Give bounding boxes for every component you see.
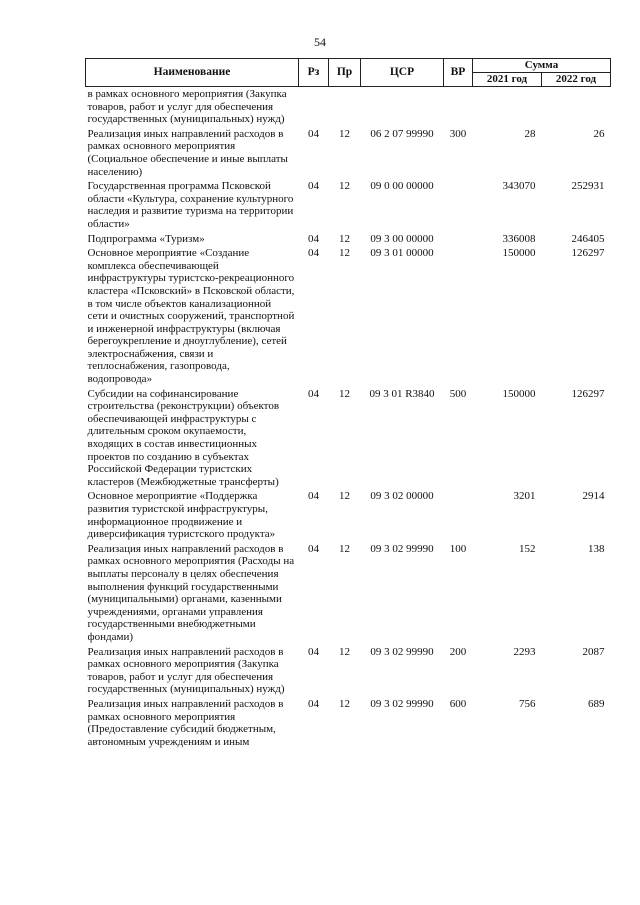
cell-vr: 300 bbox=[449, 127, 467, 140]
cell-rz: 04 bbox=[308, 247, 319, 260]
cell-2022: 2087 bbox=[582, 645, 605, 658]
cell-vr: 500 bbox=[449, 387, 467, 400]
table-row bbox=[86, 490, 611, 542]
table-body bbox=[86, 87, 611, 751]
cell-2021: 3201 bbox=[513, 490, 536, 503]
header-year-2021: 2021 год bbox=[473, 73, 542, 87]
table-row bbox=[86, 180, 611, 232]
cell-csr: 09 3 02 00000 bbox=[370, 490, 434, 503]
cell-name: Государственная программа Псковской области «Культура, сохранение культурного наследия и развитие туризма на территории области» bbox=[87, 180, 294, 230]
cell-rz: 04 bbox=[308, 180, 319, 193]
cell-pr bbox=[329, 87, 361, 128]
cell-vr bbox=[444, 87, 473, 128]
cell-pr: 12 bbox=[339, 232, 350, 245]
cell-vr bbox=[444, 247, 473, 388]
cell-csr: 09 0 00 00000 bbox=[370, 180, 434, 193]
cell-2022: 138 bbox=[588, 542, 605, 555]
budget-table bbox=[85, 58, 611, 750]
cell-2022: 126297 bbox=[571, 387, 605, 400]
cell-2021: 150000 bbox=[502, 247, 536, 260]
cell-name: в рамках основного мероприятия (Закупка товаров, работ и услуг для обеспечения государственных (муниципальных) нужд) bbox=[87, 88, 287, 126]
cell-vr bbox=[444, 180, 473, 232]
cell-rz: 04 bbox=[308, 697, 319, 710]
cell-name: Реализация иных направлений расходов в рамках основного мероприятия (Предоставление субсидий бюджетным, автономным учреждениям и иным bbox=[87, 697, 284, 748]
table-row bbox=[86, 646, 611, 698]
cell-2022: 246405 bbox=[571, 232, 605, 245]
cell-rz: 04 bbox=[308, 542, 319, 555]
cell-name: Реализация иных направлений расходов в рамках основного мероприятия (Закупка товаров, работ и услуг для обеспечения государственных (муниципальных) нужд) bbox=[87, 645, 285, 696]
cell-csr: 09 3 02 99990 bbox=[370, 645, 434, 658]
header-csr: ЦСР bbox=[361, 59, 444, 87]
cell-vr: 200 bbox=[449, 645, 467, 658]
cell-csr: 09 3 02 99990 bbox=[370, 542, 434, 555]
table-row bbox=[86, 698, 611, 750]
cell-name: Основное мероприятие «Поддержка развития туристской инфраструктуры, информационное продвижение и диверсификация туристского продукта» bbox=[87, 490, 276, 541]
cell-2021: 756 bbox=[519, 697, 536, 710]
cell-pr: 12 bbox=[339, 645, 350, 658]
table-row bbox=[86, 247, 611, 388]
cell-name: Основное мероприятие «Создание комплекса обеспечивающей инфраструктуры туристско-рекреационного кластера «Псковский» в Псковской области, в том числе объектов канализационной сети и очистных сооружений, транспортной и инженерной инфраструктуры (включая берегоукрепление и дноуглубление), сетей электроснабжения, связи и теплоснабжения, газопровода, водопровода» bbox=[87, 247, 295, 386]
cell-2022 bbox=[542, 87, 611, 128]
cell-name: Подпрограмма «Туризм» bbox=[87, 232, 205, 245]
cell-2021: 152 bbox=[519, 542, 536, 555]
header-pr: Пр bbox=[329, 59, 361, 87]
cell-csr: 09 3 01 R3840 bbox=[369, 387, 435, 400]
table-row bbox=[86, 87, 611, 128]
cell-csr bbox=[361, 87, 444, 128]
cell-2021: 336008 bbox=[502, 232, 536, 245]
cell-rz: 04 bbox=[308, 645, 319, 658]
header-sum: Сумма bbox=[473, 59, 611, 73]
cell-2021: 28 bbox=[524, 127, 536, 140]
cell-2022: 26 bbox=[593, 127, 605, 140]
cell-csr: 09 3 02 99990 bbox=[370, 697, 434, 710]
cell-vr bbox=[444, 490, 473, 542]
cell-pr: 12 bbox=[339, 180, 350, 193]
cell-vr: 100 bbox=[449, 542, 467, 555]
header-vr: ВР bbox=[444, 59, 473, 87]
cell-2022: 252931 bbox=[571, 180, 605, 193]
cell-2021: 2293 bbox=[513, 645, 536, 658]
cell-rz: 04 bbox=[308, 232, 319, 245]
cell-pr: 12 bbox=[339, 247, 350, 260]
cell-2021: 343070 bbox=[502, 180, 536, 193]
cell-pr: 12 bbox=[339, 697, 350, 710]
cell-rz: 04 bbox=[308, 127, 319, 140]
table-row bbox=[86, 233, 611, 248]
cell-2021 bbox=[473, 87, 542, 128]
cell-2022: 689 bbox=[588, 697, 605, 710]
cell-vr: 600 bbox=[449, 697, 467, 710]
cell-name: Реализация иных направлений расходов в рамках основного мероприятия (Расходы на выплаты персоналу в целях обеспечения выполнения функций государственными (муниципальными) органами, казенными учреждениями, органами управления государственными внебюджетными фондами) bbox=[87, 542, 295, 643]
cell-csr: 09 3 00 00000 bbox=[370, 232, 434, 245]
cell-pr: 12 bbox=[339, 387, 350, 400]
cell-2022: 126297 bbox=[571, 247, 605, 260]
header-name: Наименование bbox=[86, 59, 299, 87]
header-year-2022: 2022 год bbox=[542, 73, 611, 87]
cell-pr: 12 bbox=[339, 542, 350, 555]
header-rz: Рз bbox=[299, 59, 329, 87]
table-row bbox=[86, 128, 611, 180]
table-row bbox=[86, 388, 611, 491]
cell-csr: 09 3 01 00000 bbox=[370, 247, 434, 260]
cell-2022: 2914 bbox=[582, 490, 605, 503]
cell-name: Субсидии на софинансирование строительства (реконструкции) объектов обеспечивающей инфраструктуры с длительным сроком окупаемости, входящих в состав инвестиционных проектов по созданию в субъектах Российской Федерации туристских кластеров (Межбюджетные трансферты) bbox=[87, 387, 280, 488]
cell-vr bbox=[444, 233, 473, 248]
cell-rz bbox=[299, 87, 329, 128]
cell-pr: 12 bbox=[339, 490, 350, 503]
cell-name: Реализация иных направлений расходов в рамках основного мероприятия (Социальное обеспечение и иные выплаты населению) bbox=[87, 127, 288, 178]
page-number: 54 bbox=[314, 35, 326, 49]
table-row bbox=[86, 543, 611, 646]
cell-rz: 04 bbox=[308, 387, 319, 400]
cell-csr: 06 2 07 99990 bbox=[370, 127, 434, 140]
cell-rz: 04 bbox=[308, 490, 319, 503]
cell-pr: 12 bbox=[339, 127, 350, 140]
cell-2021: 150000 bbox=[502, 387, 536, 400]
